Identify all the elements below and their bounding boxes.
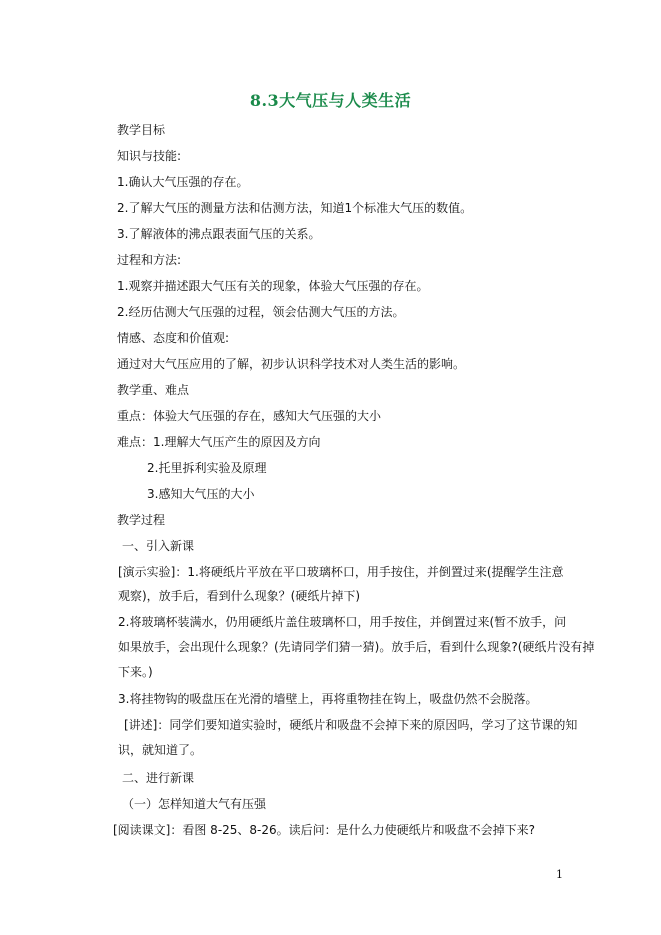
section-heading-teaching-goals: 教学目标 <box>117 123 166 137</box>
subheading-air-pressure-existence: （一）怎样知道大气有压强 <box>122 797 267 811</box>
paragraph-line: 识，就知道了。 <box>118 743 203 757</box>
paragraph-line: [讲述]：同学们要知道实验时，硬纸片和吸盘不会掉下来的原因吗，学习了这节课的知 <box>124 718 578 732</box>
paragraph-line: 观察)，放手后，看到什么现象？(硬纸片掉下) <box>118 589 361 603</box>
paragraph-line: 3.了解液体的沸点跟表面气压的关系。 <box>117 227 321 241</box>
section-heading-teaching-process: 教学过程 <box>117 513 166 527</box>
paragraph-line: 2.了解大气压的测量方法和估测方法，知道1个标准大气压的数值。 <box>117 201 473 215</box>
paragraph-line: 难点：1.理解大气压产生的原因及方向 <box>117 435 321 449</box>
subheading-introduction: 一、引入新课 <box>122 539 195 553</box>
paragraph-line: 通过对大气压应用的了解，初步认识科学技术对人类生活的影响。 <box>117 357 466 371</box>
paragraph-line: 下来。) <box>118 665 153 679</box>
paragraph-line: 2.托里拆利实验及原理 <box>147 461 267 475</box>
paragraph-line: [演示实验]：1.将硬纸片平放在平口玻璃杯口，用手按住，并倒置过来(提醒学生注意 <box>118 565 564 579</box>
paragraph-line: 重点：体验大气压强的存在，感知大气压强的大小 <box>117 409 382 423</box>
paragraph-line: 如果放手，会出现什么现象？(先请同学们猜一猜)。放手后，看到什么现象?(硬纸片没有掉 <box>118 640 595 654</box>
subheading-attitudes-values: 情感、态度和价值观: <box>117 331 230 345</box>
document-title: 8.3大气压与人类生活 <box>249 91 412 110</box>
subheading-new-lesson: 二、进行新课 <box>122 771 195 785</box>
paragraph-line: 2.经历估测大气压强的过程，领会估测大气压的方法。 <box>117 305 405 319</box>
paragraph-line: 3.感知大气压的大小 <box>147 487 255 501</box>
page-number: 1 <box>556 868 563 881</box>
paragraph-line: 2.将玻璃杯装满水，仍用硬纸片盖住玻璃杯口，用手按住，并倒置过来(暂不放手，问 <box>118 615 567 629</box>
section-heading-key-points: 教学重、难点 <box>117 383 190 397</box>
paragraph-line: 1.观察并描述跟大气压有关的现象，体验大气压强的存在。 <box>117 279 429 293</box>
paragraph-line: 3.将挂物钩的吸盘压在光滑的墙壁上，再将重物挂在钩上，吸盘仍然不会脱落。 <box>118 692 538 706</box>
paragraph-line: 1.确认大气压强的存在。 <box>117 175 249 189</box>
subheading-process-methods: 过程和方法: <box>117 253 182 267</box>
subheading-knowledge-skills: 知识与技能: <box>117 149 182 163</box>
paragraph-line: [阅读课文]：看图 8-25、8-26。读后问：是什么力使硬纸片和吸盘不会掉下来? <box>113 823 536 837</box>
